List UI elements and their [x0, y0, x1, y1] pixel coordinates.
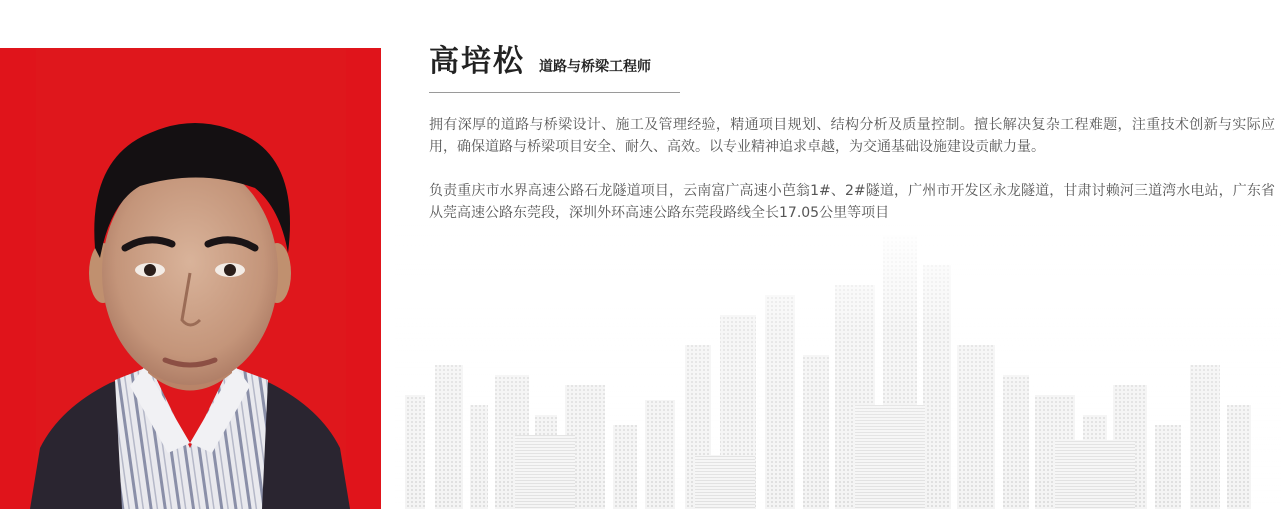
name-header [429, 44, 680, 93]
projects-paragraph: 负责重庆市水界高速公路石龙隧道项目，云南富广高速小芭翁1#、2#隧道，广州市开发区永龙隧道，甘肃讨赖河三道湾水电站，广东省从莞高速公路东莞段，深圳外环高速公路东莞段路线全长17.05公里等项目 [429, 183, 1275, 221]
person-name: 高培松 [429, 44, 525, 79]
profile-info [429, 44, 1275, 224]
portrait-photo [0, 48, 381, 509]
city-skyline-decoration [395, 225, 1281, 509]
bio-paragraph: 拥有深厚的道路与桥梁设计、施工及管理经验，精通项目规划、结构分析及质量控制。擅长解决复杂工程难题，注重技术创新与实际应用，确保道路与桥梁项目安全、耐久、高效。以专业精神追求卓越，为交通基础设施建设贡献力量。 [429, 117, 1275, 155]
person-role: 道路与桥梁工程师 [539, 59, 651, 75]
